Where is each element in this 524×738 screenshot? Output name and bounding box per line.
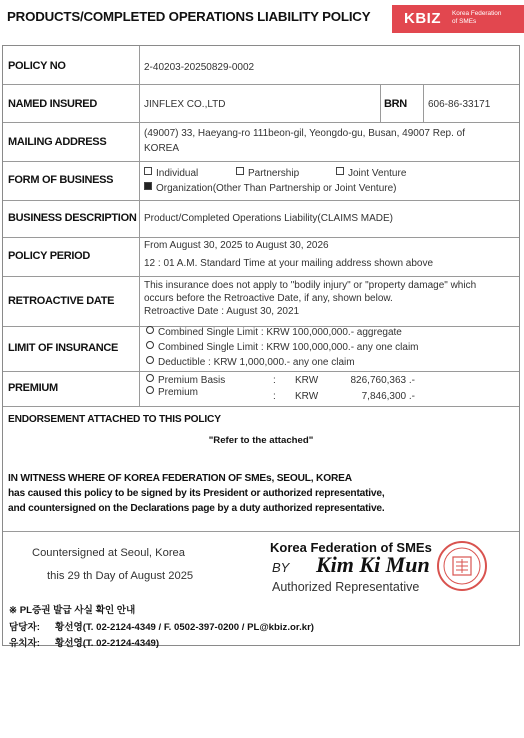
policy-no-label: POLICY NO: [8, 60, 66, 72]
business-description-value: Product/Completed Operations Liability(CLAIMS MADE): [144, 213, 393, 224]
business-description-label: BUSINESS DESCRIPTION: [8, 212, 137, 224]
checkbox-individual: Individual: [144, 167, 198, 180]
countersigned-date: this 29 th Day of August 2025: [47, 570, 194, 582]
row-divider: [3, 237, 519, 238]
kbiz-logo: [392, 5, 524, 33]
premium-basis-name: Premium Basis: [146, 374, 225, 387]
mailing-address-label: MAILING ADDRESS: [8, 136, 107, 148]
by-label: BY: [272, 560, 290, 575]
form-of-business-label: FORM OF BUSINESS: [8, 174, 114, 186]
premium-currency: KRW: [295, 391, 319, 402]
limit-of-insurance-value: Combined Single Limit : KRW 100,000,000.- aggregate Combined Single Limit : KRW 100,000,000.- any one claim Deductible : KRW 1,000,000.- any one claim: [146, 326, 518, 369]
witness-line-1: IN WITNESS WHERE OF KOREA FEDERATION OF SMEs, SEOUL, KOREA: [8, 473, 352, 484]
checkbox-icon: [336, 167, 344, 175]
row-divider: [3, 406, 519, 407]
premium-label: PREMIUM: [8, 382, 58, 394]
row-divider: [3, 276, 519, 277]
retroactive-date-label: RETROACTIVE DATE: [8, 295, 115, 307]
bullet-circle-icon: [146, 386, 154, 394]
policy-period-value: From August 30, 2025 to August 30, 2026 12 : 01 A.M. Standard Time at your mailing address shown above: [144, 240, 434, 269]
checkbox-organization: Organization(Other Than Partnership or Joint Venture): [144, 182, 397, 195]
limit-of-insurance-label: LIMIT OF INSURANCE: [8, 342, 119, 354]
column-divider: [139, 46, 140, 406]
row-divider: [3, 200, 519, 201]
brand-logo-text: KBIZ: [404, 10, 441, 27]
row-divider: [3, 161, 519, 162]
premium-colon: :: [273, 391, 276, 402]
row-divider: [3, 84, 519, 85]
row-divider: [3, 531, 519, 532]
checkbox-icon: [144, 167, 152, 175]
authorized-representative: Authorized Representative: [272, 580, 420, 594]
contact-manager-label: 담당자:: [9, 622, 40, 633]
policy-period-label: POLICY PERIOD: [8, 250, 91, 262]
row-divider: [3, 122, 519, 123]
contact-heading: ※ PL증권 발급 사실 확인 안내: [9, 605, 136, 616]
checkbox-icon: [236, 167, 244, 175]
row-divider: [3, 371, 519, 372]
witness-line-2: has caused this policy to be signed by its President or authorized representative,: [8, 488, 385, 499]
brn-label: BRN: [384, 98, 407, 110]
bullet-circle-icon: [146, 374, 154, 382]
retroactive-date-value: This insurance does not apply to "bodily injury" or "property damage" which occurs before the Retroactive Date, if any, shown below. Retroactive Date : August 30, 2021: [144, 280, 477, 317]
countersigned-location: Countersigned at Seoul, Korea: [32, 547, 185, 559]
bullet-circle-icon: [146, 341, 154, 349]
premium-basis-colon: :: [273, 375, 276, 386]
contact-manager-value: 황선영(T. 02-2124-4349 / F. 0502-397-0200 / PL@kbiz.or.kr): [55, 622, 315, 633]
column-divider: [423, 84, 424, 122]
header: [0, 0, 524, 34]
brand-subtitle: Korea Federation of SMEs: [452, 10, 502, 25]
policy-no-value: 2-40203-20250829-0002: [144, 62, 255, 73]
page-title: PRODUCTS/COMPLETED OPERATIONS LIABILITY POLICY: [7, 9, 371, 24]
mailing-address-value: (49007) 33, Haeyang-ro 111beon-gil, Yeongdo-gu, Busan, 49007 Rep. of KOREA: [144, 128, 465, 154]
premium-basis-amount: 826,760,363 .-: [350, 375, 415, 386]
official-seal-icon: [436, 540, 488, 592]
checkbox-partnership: Partnership: [236, 167, 299, 180]
witness-line-3: and countersigned on the Declarations page by a duty authorized representative.: [8, 503, 385, 514]
named-insured-value: JINFLEX CO.,LTD: [144, 99, 226, 110]
endorsement-title: ENDORSEMENT ATTACHED TO THIS POLICY: [8, 414, 221, 425]
column-divider: [380, 84, 381, 122]
contact-holder-label: 유치자:: [9, 638, 40, 649]
signature: Kim Ki Mun: [316, 552, 430, 577]
issuer-name: Korea Federation of SMEs: [270, 540, 432, 555]
checkbox-joint-venture: Joint Venture: [336, 167, 406, 180]
premium-amount: 7,846,300 .-: [361, 391, 415, 402]
contact-holder-value: 황선영(T. 02-2124-4349): [55, 638, 160, 649]
premium-name: Premium: [146, 386, 198, 399]
endorsement-note: "Refer to the attached": [208, 435, 314, 446]
named-insured-label: NAMED INSURED: [8, 98, 97, 110]
checked-box-icon: [144, 182, 152, 190]
brn-value: 606-86-33171: [428, 99, 491, 110]
bullet-circle-icon: [146, 326, 154, 334]
premium-basis-currency: KRW: [295, 375, 319, 386]
bullet-circle-icon: [146, 356, 154, 364]
